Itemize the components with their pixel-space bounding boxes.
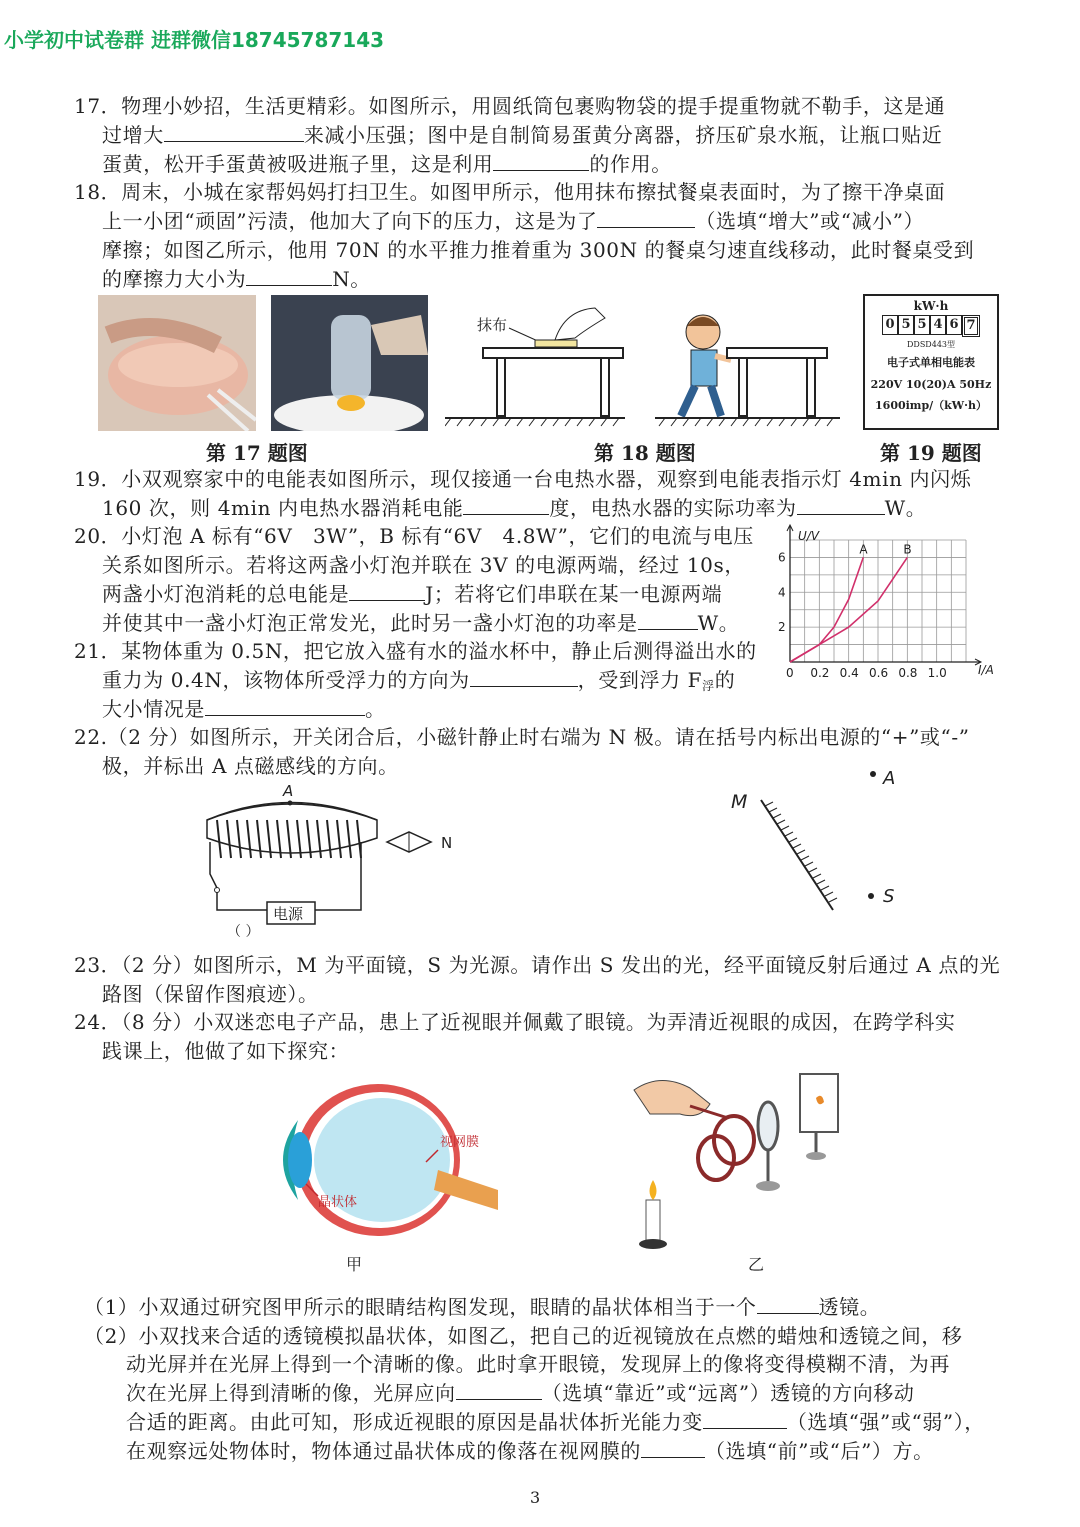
mirror-hatching [765, 802, 837, 902]
q22-line1: 22.（2 分）如图所示，开关闭合后，小磁针静止时右端为 N 极。请在括号内标出电源的“+”或“-” [74, 725, 970, 749]
lens-experiment-figure [630, 1070, 850, 1280]
q21-line2: 重力为 0.4N，该物体所受浮力的方向为 ，受到浮力 $F_浮$的 [102, 668, 736, 693]
needle-n-label: N [441, 834, 453, 852]
q24-part2-line1: （2）小双找来合适的透镜模拟晶状体，如图乙，把自己的近视镜放在点燃的蜡烛和透镜之间，移 [84, 1324, 963, 1348]
q20-line1: 20．小灯泡 A 标有“6V 3W”，B 标有“6V 4.8W”，它们的电流与电压 [74, 524, 754, 548]
q24-blank1[interactable] [757, 1293, 819, 1314]
q24-part2-line4: 合适的距离。由此可知，形成近视眼的原因是晶状体折光能力变 （选填“强”或“弱”）， [126, 1410, 985, 1434]
q22-line2: 极，并标出 A 点磁感线的方向。 [102, 754, 399, 778]
switch [210, 842, 217, 888]
meter-unit: kW·h [913, 299, 949, 313]
meter-model: DDSD443型 [907, 340, 955, 349]
meter-digits [865, 315, 997, 337]
meter-digit: 5 [914, 315, 930, 335]
q20-line2: 关系如图所示。若将这两盏小灯泡并联在 3V 的电源两端，经过 10s， [102, 553, 745, 577]
q20-line4: 并使其中一盏小灯泡正常发光，此时另一盏小灯泡的功率是 W。 [102, 611, 740, 635]
meter-digit: 0 [882, 315, 898, 335]
q21-blank2[interactable] [205, 695, 365, 716]
meter-digit-decimal: 7 [962, 315, 980, 337]
q18-line1: 18．周末，小城在家帮妈妈打扫卫生。如图甲所示，他用抹布擦拭餐桌表面时，为了擦干净桌面 [74, 180, 946, 204]
q23-mirror-figure [725, 760, 915, 920]
q18-figure [445, 300, 845, 428]
meter-spec-imp: 1600imp/（kW·h） [875, 399, 987, 412]
point-a-label: A [883, 768, 896, 789]
y-tick-label: 6 [778, 550, 786, 565]
page-number: 3 [530, 1488, 541, 1507]
eye-structure-figure [258, 1080, 498, 1280]
q24-part2-line3: 次在光屏上得到清晰的像，光屏应向 （选填“靠近”或“远离”）透镜的方向移动 [126, 1381, 915, 1405]
q24-blank2[interactable] [456, 1379, 542, 1400]
q20-blank2[interactable] [638, 609, 698, 630]
crystalline-lens [288, 1132, 312, 1188]
source-s-dot [868, 893, 874, 899]
caption-fig19: 第 19 题图 [880, 441, 982, 465]
x-axis-label: I/A [978, 663, 994, 677]
q19-line2: 160 次，则 4min 内电热水器消耗电能 度，电热水器的实际功率为 W。 [102, 496, 927, 520]
q24-line1: 24．（8 分）小双迷恋电子产品，患上了近视眼并佩戴了眼镜。为弄清近视眼的成因，在跨学科实 [74, 1010, 956, 1034]
meter-digit: 5 [898, 315, 914, 335]
fig-jia-label: 甲 [346, 1255, 363, 1274]
rag-label: 抹布 [477, 316, 508, 334]
candle [646, 1200, 660, 1242]
q17-line2: 过增大 来减小压强；图中是自制简易蛋黄分离器，挤压矿泉水瓶，让瓶口贴近 [102, 123, 943, 147]
plane-mirror [761, 800, 833, 910]
iu-chart [772, 522, 1007, 682]
electricity-meter [863, 294, 999, 430]
q24-part2-line5: 在观察远处物体时，物体通过晶状体成的像落在视网膜的 （选填“前”或“后”）方。 [126, 1439, 934, 1463]
meter-spec-voltage: 220V 10(20)A 50Hz [870, 378, 992, 391]
meter-digit: 6 [946, 315, 962, 335]
hand [634, 1080, 710, 1115]
q24-blank4[interactable] [641, 1437, 705, 1458]
power-source-label: 电源 [273, 905, 304, 923]
x-tick-label: 0.4 [839, 666, 859, 680]
x-tick-label: 0.6 [869, 666, 889, 680]
q18-line2: 上一小团“顽固”污渍，他加大了向下的压力，这是为了 （选填“增大”或“减小”） [102, 209, 925, 233]
y-axis-label: U/V [798, 529, 820, 543]
q21-line1: 21．某物体重为 0.5N，把它放入盛有水的溢水杯中，静止后测得溢出水的 [74, 639, 757, 663]
q18-blank2[interactable] [246, 265, 332, 286]
q20-blank1[interactable] [349, 580, 425, 601]
y-tick-label: 2 [778, 620, 786, 635]
y-tick-label: 4 [778, 585, 786, 600]
q21-blank1[interactable] [470, 666, 578, 687]
caption-fig17: 第 17 题图 [206, 441, 308, 465]
q19-blank1[interactable] [463, 494, 549, 515]
lens-label: 晶状体 [318, 1195, 358, 1210]
q19-line1: 19．小双观察家中的电能表如图所示，现仅接通一台电热水器，观察到电能表指示灯 4min 内闪烁 [74, 467, 972, 491]
convex-lens [758, 1102, 778, 1150]
series-label-B: B [903, 542, 912, 557]
fig-yi-label: 乙 [748, 1255, 765, 1274]
q24-part2-line2: 动光屏并在光屏上得到一个清晰的像。此时拿开眼镜，发现屏上的像将变得模糊不清，为再 [126, 1352, 950, 1376]
x-tick-label: 1.0 [927, 666, 947, 680]
x-tick-label: 0.8 [898, 666, 918, 680]
q23-line1: 23．（2 分）如图所示，M 为平面镜，S 为光源。请作出 S 发出的光，经平面镜反射后通过 A 点的光 [74, 953, 1001, 977]
q17-photo-bottle-yolk [271, 295, 428, 431]
q18-blank1[interactable] [597, 207, 695, 228]
q17-blank1[interactable] [164, 121, 304, 142]
mirror-m-label: M [731, 791, 748, 813]
x-tick-label: 0.2 [810, 666, 830, 680]
q17-line1: 17．物理小妙招，生活更精彩。如图所示，用圆纸筒包裹购物袋的提手提重物就不勒手，这是通 [74, 94, 946, 118]
q18-line3: 摩擦；如图乙所示，他用 70N 的水平推力推着重为 300N 的餐桌匀速直线移动，此时餐桌受到 [102, 238, 975, 262]
pole-bracket: （ ） [227, 924, 260, 940]
q24-part1: （1）小双通过研究图甲所示的眼睛结构图发现，眼睛的晶状体相当于一个 透镜。 [84, 1295, 881, 1319]
watermark: 小学初中试卷群 进群微信18745787143 [4, 28, 385, 52]
candle-flame [650, 1180, 657, 1200]
caption-fig18: 第 18 题图 [594, 441, 696, 465]
point-a-label: A [283, 782, 294, 800]
meter-digit: 4 [930, 315, 946, 335]
source-s-label: S [883, 886, 895, 907]
q23-line2: 路图（保留作图痕迹）。 [102, 982, 319, 1006]
retina-label: 视网膜 [440, 1135, 480, 1150]
q24-blank3[interactable] [703, 1408, 787, 1429]
q18-line4: 的摩擦力大小为 N。 [102, 267, 371, 291]
q24-line2: 践课上，他做了如下探究： [102, 1039, 350, 1063]
q17-photo-bag-handle [98, 295, 256, 431]
q17-line3: 蛋黄，松开手蛋黄被吸进瓶子里，这是利用 的作用。 [102, 152, 672, 176]
q21-line3: 大小情况是 。 [102, 697, 386, 721]
q17-blank2[interactable] [493, 150, 589, 171]
point-a-dot [870, 771, 876, 777]
q20-line3: 两盏小灯泡消耗的总电能是 J；若将它们串联在某一电源两端 [102, 582, 723, 606]
meter-name: 电子式单相电能表 [887, 356, 975, 369]
series-label-A: A [859, 542, 868, 557]
x-tick-label: 0 [786, 666, 794, 680]
q22-circuit-figure [195, 780, 475, 940]
q19-blank2[interactable] [797, 494, 885, 515]
